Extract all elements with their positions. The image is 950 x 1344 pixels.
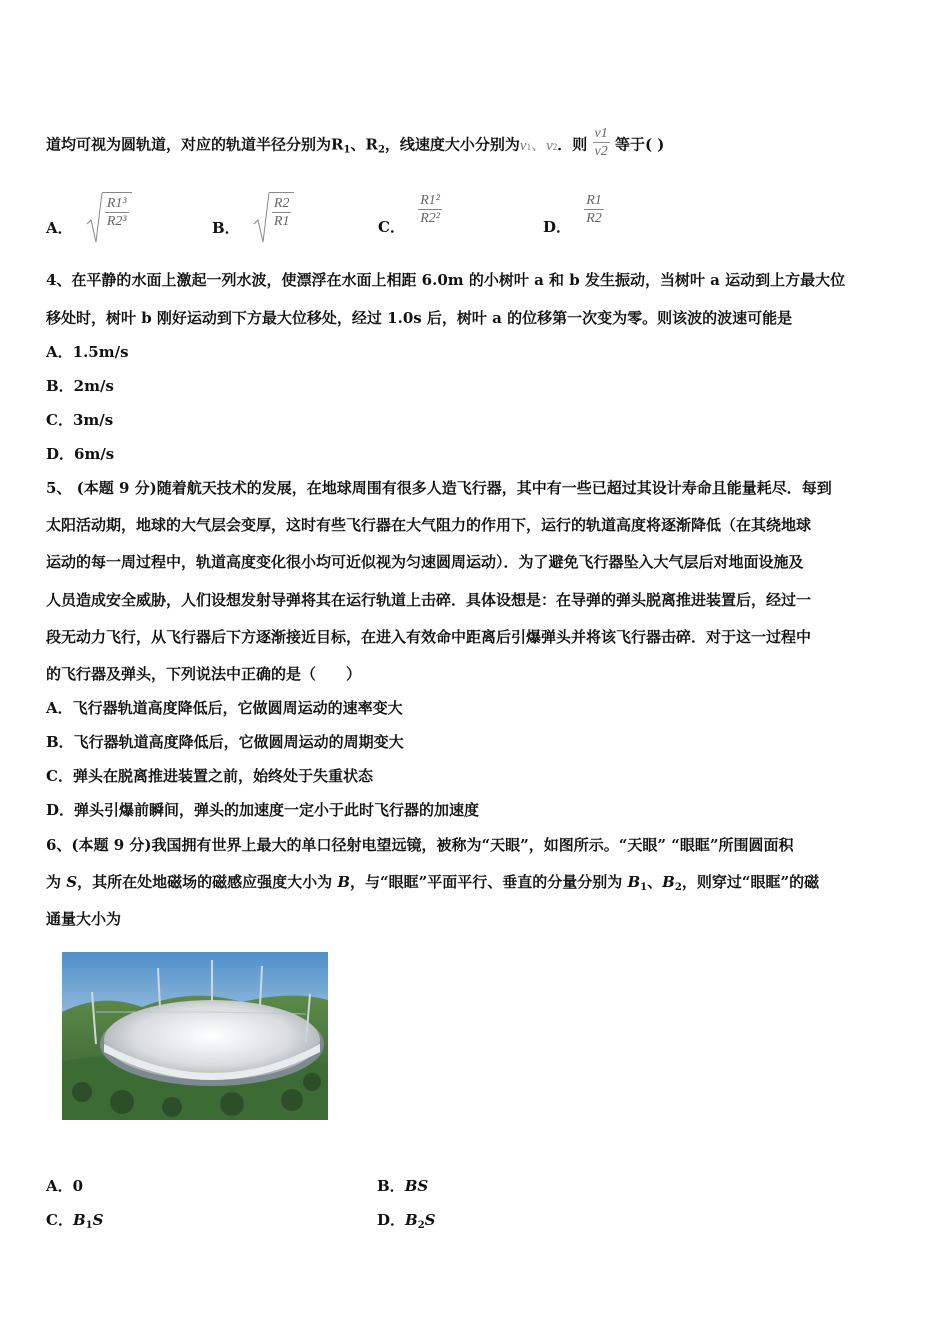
var-s: S [66,873,78,891]
var-b1-sub: 1 [640,882,648,893]
option-s: S [424,1211,436,1229]
v2-letter: v [546,137,553,154]
option-a-den: R2³ [106,214,127,229]
q5-stem-line-3: 运动的每一周过程中，轨道高度变化很小均可近似视为匀速圆周运动）．为了避免飞行器坠入大气层后对地面设施及 [46,553,804,571]
option-d-num: R1 [586,193,602,208]
q3-text-a: 道均可视为圆轨道，对应的轨道半径分别为 [46,135,332,154]
option-sub: 1 [85,1220,93,1231]
q6-option-b[interactable] [377,1176,428,1196]
option-label: B． [377,1177,405,1195]
v2-var [546,138,557,154]
q6-text-a: 为 [46,873,67,891]
var-b2: B [662,873,675,891]
q3-option-a[interactable] [46,192,132,237]
option-label: C． [378,217,405,236]
q5-stem-line-2: 太阳活动期，地球的大气层会变厚，这时有些飞行器在大气阻力的作用下，运行的轨道高度将逐渐降低（在其绕地球 [46,516,812,534]
radical-icon [86,192,104,244]
sqrt-symbol [253,192,295,230]
q4-option-d[interactable]: D．6m/s [46,445,115,463]
v1-letter: v [519,137,527,154]
option-label: D． [543,217,572,236]
option-a-num: R1³ [106,196,127,211]
q3-option-c[interactable] [378,192,442,236]
option-label: D． [377,1211,406,1229]
q4-stem-line-2: 移处时，树叶 b 刚好运动到下方最大位移处，经过 1.0s 后，树叶 a 的位移第一次变为零。则该波的波速可能是 [46,309,793,327]
v2-sub: 2 [552,141,558,152]
option-value: BS [404,1177,429,1195]
q6-comma: 、 [647,873,663,891]
q6-text-c: ，与“眼眶”平面平行、垂直的分量分别为 [350,873,628,891]
option-b-num: R2 [273,196,290,211]
r2-var: R [365,135,378,154]
v1-over-v2-fraction [593,125,610,160]
option-label: C． [46,1211,73,1229]
q3-dot: ．则 [557,135,588,154]
q6-text-b: ，其所在处地磁场的磁感应强度大小为 [77,873,338,891]
option-label: A． [46,219,73,237]
option-c-den: R2² [420,211,440,226]
q4-option-a[interactable]: A．1.5m/s [46,343,129,361]
q5-option-b[interactable]: B．飞行器轨道高度降低后，它做圆周运动的周期变大 [46,733,404,751]
r1-sub: 1 [343,144,351,156]
var-b: B [337,873,350,891]
q5-option-c[interactable]: C．弹头在脱离推进装置之前，始终处于失重状态 [46,767,373,785]
q6-option-c[interactable] [46,1210,103,1236]
option-label: A． [46,1177,73,1195]
q6-stem-line-3: 通量大小为 [46,910,122,928]
option-d-den: R2 [586,211,602,226]
var-b1: B [627,873,641,891]
q3-sep: 、 [350,135,366,154]
option-c-num: R1² [420,193,440,208]
q5-stem-line-4: 人员造成安全威胁，人们设想发射导弹将其在运行轨道上击碎．具体设想是：在导弹的弹头脱离推进装置后，经过一 [46,591,812,609]
v-sep: 、 [531,135,547,154]
q5-option-d[interactable]: D．弹头引爆前瞬间，弹头的加速度一定小于此时飞行器的加速度 [46,801,480,819]
q6-option-d[interactable] [377,1210,436,1236]
r1-var: R [331,135,344,154]
q4-option-b[interactable]: B．2m/s [46,377,114,395]
option-var: B [405,1211,418,1229]
option-value: 0 [72,1177,84,1195]
q5-stem-line-5: 段无动力飞行，从飞行器后下方逐渐接近目标，在进入有效命中距离后引爆弹头并将该飞行器击碎．对于这一过程中 [46,628,812,646]
q3-stem-line [46,128,664,163]
q5-stem-line-1: 5、 (本题 9 分)随着航天技术的发展，在地球周围有很多人造飞行器，其中有一些已超过其设计寿命且能量耗尽．每到 [46,479,832,497]
v1-sub: 1 [526,141,532,152]
q5-option-a[interactable]: A．飞行器轨道高度降低后，它做圆周运动的速率变大 [46,699,403,717]
q6-stem-line-1: 6、(本题 9 分)我国拥有世界上最大的单口径射电望远镜，被称为“天眼”，如图所示。“天眼” “眼眶”所围圆面积 [46,836,794,854]
v1-var [520,138,531,154]
option-label: B． [212,219,240,237]
q6-stem-line-2 [46,872,819,898]
q3-text-b: ，线速度大小分别为 [384,135,520,154]
fraction-denominator: v2 [594,144,608,159]
q5-stem-line-6: 的飞行器及弹头，下列说法中正确的是（ ） [46,665,362,683]
fraction-numerator: v1 [594,126,608,141]
option-s: S [92,1211,104,1229]
r2-sub: 2 [377,144,385,156]
q6-text-d: ，则穿过“眼眶”的磁 [681,873,820,891]
q3-option-b[interactable] [212,192,294,237]
q3-option-d[interactable] [543,192,604,236]
option-b-den: R1 [273,214,290,229]
q4-option-c[interactable]: C．3m/s [46,411,114,429]
q4-stem-line-1: 4、在平静的水面上激起一列水波，使漂浮在水面上相距 6.0m 的小树叶 a 和 b 发生振动，当树叶 a 运动到上方最大位 [46,271,846,289]
option-sub: 2 [417,1220,425,1231]
q6-option-a[interactable] [46,1176,83,1196]
radical-icon [253,192,271,244]
q3-text-c: 等于( ) [614,135,665,154]
var-b2-sub: 2 [674,882,682,893]
telescope-photo [62,952,328,1120]
option-var: B [72,1211,86,1229]
sqrt-symbol [86,192,132,230]
